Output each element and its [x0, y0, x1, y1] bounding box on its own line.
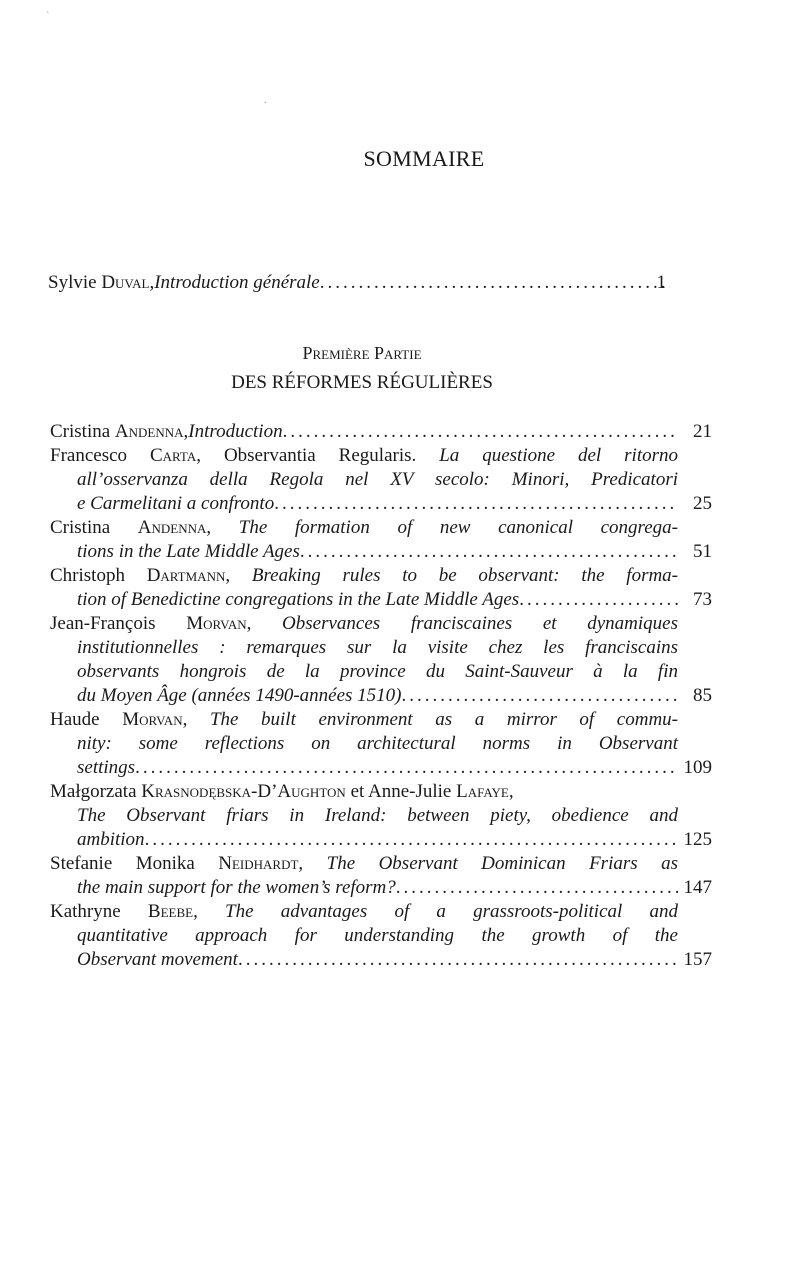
title-text: The formation of new canonical congrega- — [238, 517, 678, 538]
title-text: The built environment as a mirror of commu- — [209, 709, 679, 730]
author-surname: Carta — [149, 445, 197, 466]
toc-entry — [50, 780, 712, 852]
author: Sylvie Duval, — [48, 272, 155, 293]
title-text: Observant movement — [77, 949, 238, 970]
leader-dots — [283, 420, 678, 444]
title-line: quantitative approach for understanding the growth of the — [77, 925, 678, 946]
leader-dots — [145, 828, 678, 852]
title-text: du Moyen Âge (années 1490-années 1510) — [77, 685, 402, 706]
page-number: 109 — [683, 757, 712, 778]
title-line — [50, 684, 678, 708]
page-number: 1 — [656, 272, 666, 293]
toc-entry — [50, 564, 712, 612]
title-text: Observances franciscaines et dynamiques — [282, 613, 678, 634]
toc-entry — [50, 900, 712, 972]
author-surname: Beebe — [147, 901, 194, 922]
toc-entry — [50, 444, 712, 516]
title-text: settings — [77, 757, 136, 778]
page-number: 51 — [693, 541, 712, 562]
page-number: 147 — [683, 877, 712, 898]
leader-dots — [401, 684, 678, 708]
entry-first-line — [50, 900, 678, 924]
author: Haude Morvan, — [50, 709, 210, 730]
title-text: Introduction — [188, 421, 283, 442]
title-line — [50, 756, 678, 780]
entry-first-line — [50, 708, 678, 732]
entry-first-line — [50, 780, 678, 804]
title-line — [50, 828, 678, 852]
author: Kathryne Beebe, — [50, 901, 226, 922]
leader-dots — [238, 948, 678, 972]
author-surname: Morvan — [122, 709, 183, 730]
title-line: The Observant friars in Ireland: between piety, obedience and — [77, 805, 678, 826]
entry-first-line — [50, 516, 678, 540]
page-title: SOMMAIRE — [363, 146, 485, 171]
author-surname: Krasnodębska-D’Aughton — [141, 781, 346, 802]
entry-first-line — [50, 420, 678, 444]
work-title: Introduction générale — [154, 272, 320, 293]
leader-dots — [274, 492, 678, 516]
author: Christoph Dartmann, — [50, 565, 252, 586]
title-text: e Carmelitani a confronto — [77, 493, 275, 514]
table-of-contents — [50, 420, 712, 972]
page-number: 73 — [693, 589, 712, 610]
author: Jean-François Morvan, — [50, 613, 283, 634]
entry-first-line — [50, 852, 678, 876]
entry-first-line — [50, 612, 678, 636]
title-line — [50, 492, 678, 516]
entry-first-line — [50, 564, 678, 588]
title-text: The Observant Dominican Friars as — [326, 853, 678, 874]
leader-dots — [300, 540, 678, 564]
title-text: Breaking rules to be observant: the forma- — [251, 565, 679, 586]
toc-entry — [50, 852, 712, 900]
title-text: the main support for the women’s reform? — [77, 877, 396, 898]
author: Małgorzata Krasnodębska-D’Aughton et Anne-Julie Lafaye, — [50, 781, 514, 802]
title-text: ambition — [77, 829, 145, 850]
leader-dots — [519, 588, 678, 612]
title-line: institutionnelles : remarques sur la visite chez les franciscains — [77, 637, 678, 658]
page-number: 25 — [693, 493, 712, 514]
title-line: nity: some reflections on architectural norms in Observant — [77, 733, 678, 754]
author: Cristina Andenna, — [50, 421, 189, 442]
author-surname: Andenna — [137, 517, 207, 538]
part-label: Première Partie — [302, 343, 422, 363]
title-line — [50, 948, 678, 972]
author-surname: Lafaye — [456, 781, 509, 802]
page-number: 21 — [693, 421, 712, 442]
title-roman: Observantia Regularis. — [223, 445, 440, 466]
title-text: tion of Benedictine congregations in the Late Middle Ages — [77, 589, 520, 610]
page-number: 85 — [693, 685, 712, 706]
toc-entry — [50, 612, 712, 708]
scan-speck: . — [264, 95, 267, 106]
part-title: DES RÉFORMES RÉGULIÈRES — [231, 372, 493, 393]
toc-entry — [50, 516, 712, 564]
page-number: 125 — [683, 829, 712, 850]
author: Stefanie Monika Neidhardt, — [50, 853, 327, 874]
title-line — [50, 876, 678, 900]
author-surname: Dartmann — [146, 565, 226, 586]
author: Francesco Carta, — [50, 445, 224, 466]
title-text: La questione del ritorno — [439, 445, 678, 466]
author-surname: Morvan — [186, 613, 247, 634]
page-number: 157 — [683, 949, 712, 970]
title-text: tions in the Late Middle Ages — [77, 541, 300, 562]
leader-dots — [135, 756, 678, 780]
title-line — [50, 588, 678, 612]
toc-entry — [50, 420, 712, 444]
scan-speck: ` — [46, 11, 50, 22]
title-text: The advantages of a grassroots-political and — [225, 901, 678, 922]
toc-entry — [50, 708, 712, 780]
author: Cristina Andenna, — [50, 517, 239, 538]
entry-first-line — [50, 444, 678, 468]
author-surname: Andenna — [114, 421, 184, 442]
leader-dots — [396, 876, 678, 900]
title-line: all’osservanza della Regola nel XV secolo: Minori, Predicatori — [77, 469, 678, 490]
toc-entry-introduction — [48, 271, 670, 295]
title-line — [50, 540, 678, 564]
title-line: observants hongrois de la province du Saint-Sauveur à la fin — [77, 661, 678, 682]
author-surname: Neidhardt — [218, 853, 299, 874]
